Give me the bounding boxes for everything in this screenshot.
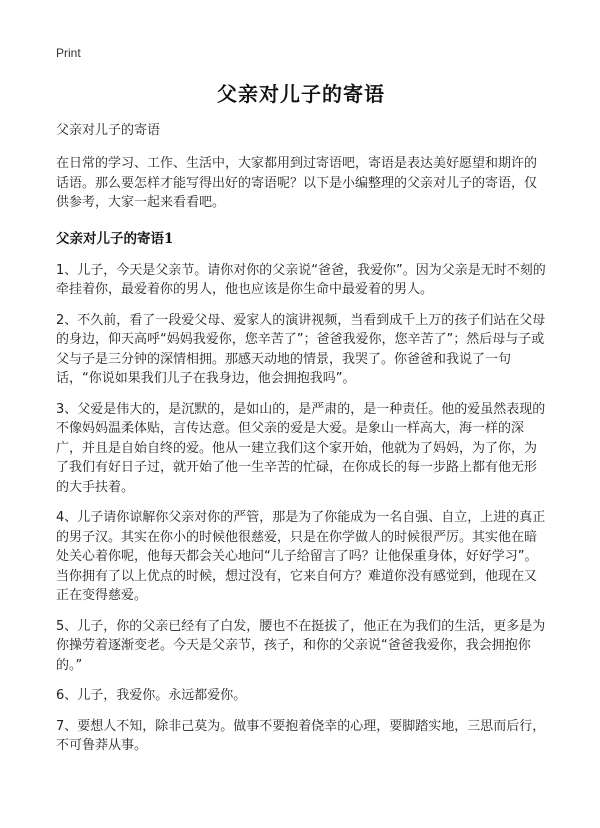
page-title: 父亲对儿子的寄语 xyxy=(217,82,385,106)
paragraph-1: 1、儿子，今天是父亲节。请你对你的父亲说“爸爸，我爱你”。因为父亲是无时不刻的牵挂着你，最爱着你的男人，他也应该是你生命中最爱着的男人。 xyxy=(56,262,546,297)
subtitle: 父亲对儿子的寄语 xyxy=(56,123,161,138)
paragraph-2: 2、不久前，看了一段爱父母、爱家人的演讲视频，当看到成千上万的孩子们站在父母的身边，仰天高呼“妈妈我爱你，您辛苦了”；爸爸我爱你，您辛苦了”；然后母与子或父与子是三分钟的深情相拥。那感天动地的情景，我哭了。你爸爸和我说了一句话，“你说如果我们儿子在我身边，他会拥抱我吗”。 xyxy=(56,312,546,386)
paragraph-3: 3、父爱是伟大的，是沉默的，是如山的，是严肃的，是一种责任。他的爱虽然表现的不像妈妈温柔体贴，言传达意。但父亲的爱是大爱。是象山一样高大，海一样的深广，并且是自始自终的爱。他从一建立我们这个家开始，他就为了妈妈，为了你，为了我们有好日子过，就开始了他一生辛苦的忙碌，在你成长的每一步路上都有他无形的大手扶着。 xyxy=(56,401,546,495)
print-link[interactable]: Print xyxy=(56,46,81,60)
section-heading: 父亲对儿子的寄语1 xyxy=(56,230,174,247)
paragraph-7: 7、要想人不知，除非己莫为。做事不要抱着侥幸的心理，要脚踏实地，三思而后行，不可鲁莽从事。 xyxy=(56,718,546,753)
intro-paragraph: 在日常的学习、工作、生活中，大家都用到过寄语吧，寄语是表达美好愿望和期许的话语。那么要怎样才能写得出好的寄语呢？以下是小编整理的父亲对儿子的寄语，仅供参考，大家一起来看看吧。 xyxy=(56,156,538,210)
document-body xyxy=(56,78,546,767)
paragraph-4: 4、儿子请你谅解你父亲对你的严管，那是为了你能成为一名自强、自立，上进的真正的男子汉。其实在你小的时候他很慈爱，只是在你学做人的时候很严厉。其实他在暗处关心着你呢，他每天都会关心地问“儿子给留言了吗？让他保重身体，好好学习”。当你拥有了以上优点的时候，想过没有，它来自何方？难道你没有感觉到，他现在又正在变得慈爱。 xyxy=(56,510,546,603)
paragraph-6: 6、儿子，我爱你。永远都爱你。 xyxy=(56,688,247,703)
paragraph-5: 5、儿子，你的父亲已经有了白发，腰也不在挺拔了，他正在为我们的生活，更多是为你操劳着逐渐变老。今天是父亲节，孩子，和你的父亲说“爸爸我爱你，我会拥抱你的。” xyxy=(56,618,546,673)
